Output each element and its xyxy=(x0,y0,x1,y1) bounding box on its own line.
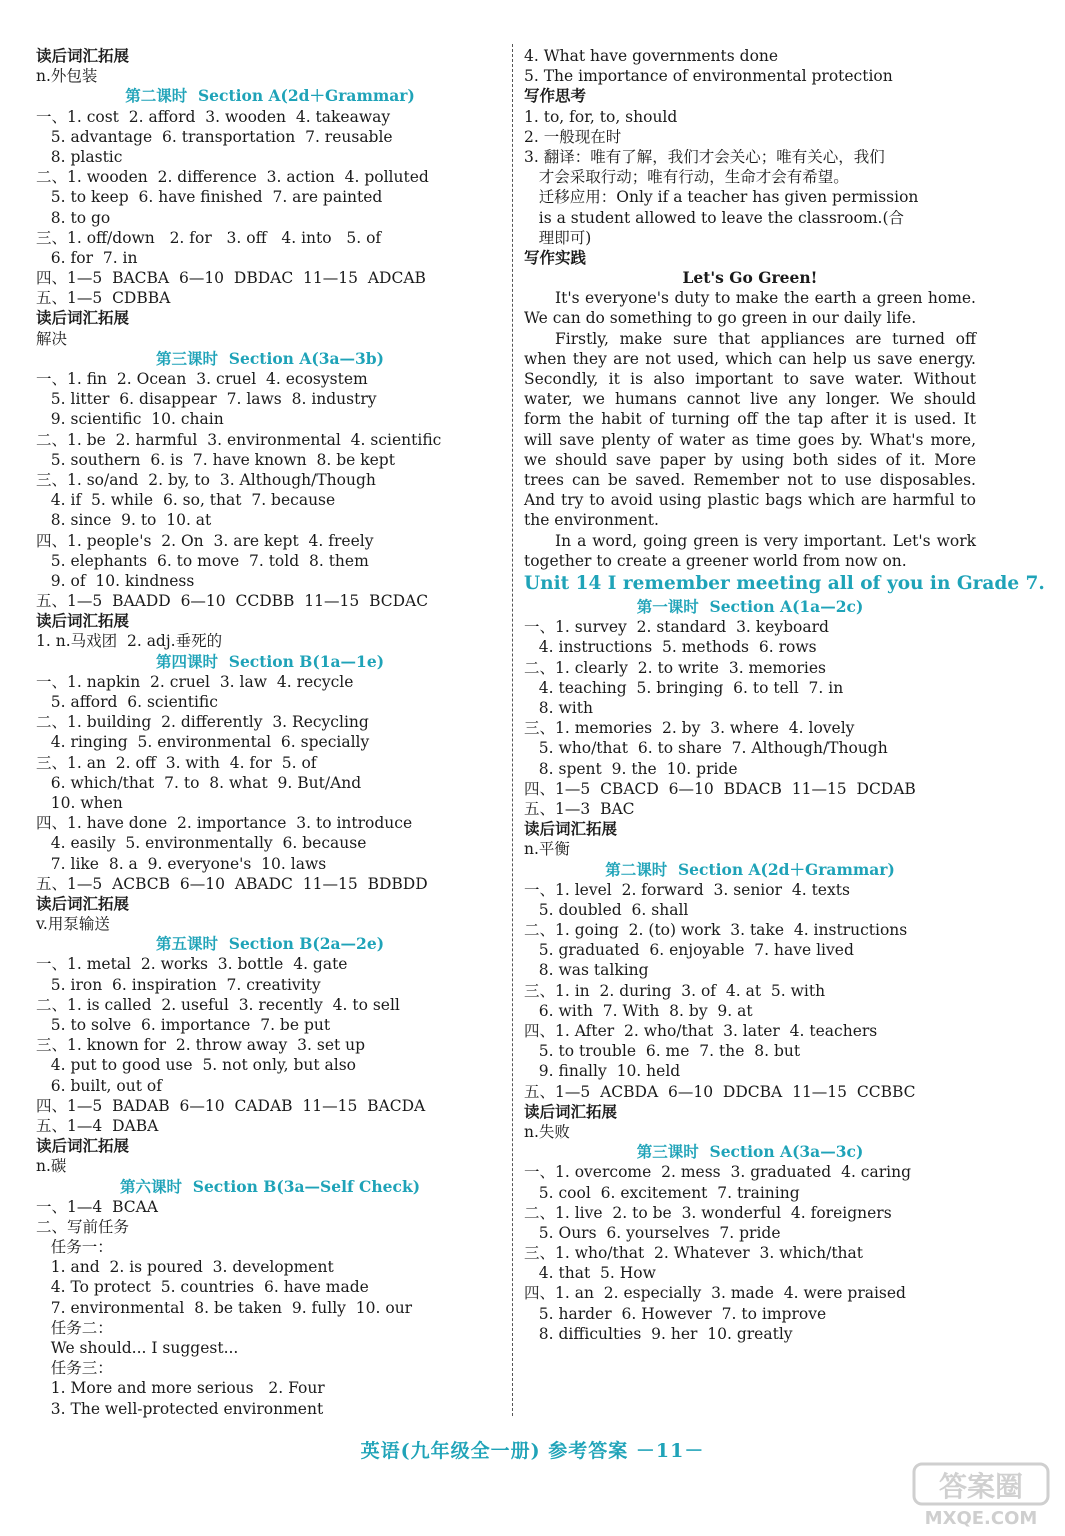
writing-thinking-heading: 写作思考 xyxy=(524,86,587,106)
answer-line: 5. litter 6. disappear 7. laws 8. industry xyxy=(36,390,377,409)
answer-line: 4. To protect 5. countries 6. have made xyxy=(36,1278,369,1297)
answer-line: 任务一： xyxy=(36,1238,113,1257)
vocab-heading: 读后词汇拓展 xyxy=(36,46,130,65)
answer-line: 6. for 7. in xyxy=(36,248,138,267)
unit-title: Unit 14 I remember meeting all of you in Grade 7. xyxy=(524,573,1045,595)
answer-line: 5. southern 6. is 7. have known 8. be kept xyxy=(36,450,395,469)
answer-line: 9. scientific 10. chain xyxy=(36,410,224,429)
answer-line: 5. elephants 6. to move 7. told 8. them xyxy=(36,551,369,570)
answer-line: 4. instructions 5. methods 6. rows xyxy=(524,638,817,657)
answer-line: 二、1. be 2. harmful 3. environmental 4. scientific xyxy=(36,430,442,449)
essay-paragraph-2: Firstly, make sure that appliances are turned off when they are not used, which can help us save energy. Secondly, it is also important to save water. Without water, we humans cannot live any longer. We should form the habit of turning off the tap after it is used. It will save plenty of water as time goes by. What's more, we should save paper by using both sides of it. More trees can be saved. Remember not to use disposables. And try to avoid using plastic bags which are harmful to the environment. xyxy=(524,329,976,530)
answer-line: 5. doubled 6. shall xyxy=(524,900,689,919)
answer-line: 5. to trouble 6. me 7. the 8. but xyxy=(524,1042,801,1061)
answer-line: 9. finally 10. held xyxy=(524,1062,681,1081)
answer-line: 8. since 9. to 10. at xyxy=(36,511,212,530)
answer-line: 4. if 5. while 6. so, that 7. because xyxy=(36,491,336,510)
answer-line: 四、1—5 CBACD 6—10 BDACB 11—15 DCDAB xyxy=(524,779,916,798)
answer-line: 一、1. overcome 2. mess 3. graduated 4. caring xyxy=(524,1163,911,1182)
writing-practice-heading: 写作实践 xyxy=(524,247,587,267)
vocab-heading: 读后词汇拓展 xyxy=(36,611,130,631)
answer-line: 8. difficulties 9. her 10. greatly xyxy=(524,1324,793,1343)
answer-line: 4. What have governments done xyxy=(524,47,779,65)
answer-line: 5. advantage 6. transportation 7. reusable xyxy=(36,127,393,146)
answer-line: is a student allowed to leave the classroom.(合 xyxy=(524,208,905,227)
answer-line: 1. More and more serious 2. Four xyxy=(36,1379,325,1398)
vocab-heading: 读后词汇拓展 xyxy=(36,308,130,328)
essay-title: Let's Go Green! xyxy=(682,268,818,288)
answer-line: 五、1—5 ACBDA 6—10 DDCBA 11—15 CCBBC xyxy=(524,1082,916,1101)
lesson-heading: 第二课时 Section A(2d＋Grammar) xyxy=(125,86,415,106)
answer-line: 8. to go xyxy=(36,208,111,227)
answer-line: 五、1—5 ACBCB 6—10 ABADC 11—15 BDBDD xyxy=(36,874,428,893)
answer-line: 三、1. in 2. during 3. of 4. at 5. with xyxy=(524,981,826,1000)
lesson-heading: 第三课时 Section A(3a—3c) xyxy=(636,1142,864,1162)
essay-paragraph-3: In a word, going green is very important. Let's work together to create a greener world from now on. xyxy=(524,531,976,570)
answer-line: 四、1. an 2. especially 3. made 4. were praised xyxy=(524,1284,906,1303)
answer-line: 5. afford 6. scientific xyxy=(36,693,218,711)
essay-paragraph-1: It's everyone's duty to make the earth a green home. We can do something to go green in our daily life. xyxy=(524,289,976,328)
vocab-heading: 读后词汇拓展 xyxy=(524,819,618,839)
answer-line: 8. plastic xyxy=(36,147,123,166)
answer-line: n.外包装 xyxy=(36,67,98,86)
answer-line: 8. with xyxy=(524,699,593,718)
answer-line: 一、1—4 BCAA xyxy=(36,1197,159,1216)
answer-line: 5. The importance of environmental protection xyxy=(524,67,893,86)
answer-line: 4. put to good use 5. not only, but also xyxy=(36,1056,356,1075)
watermark-url: MXQE.COM xyxy=(924,1508,1038,1529)
answer-line: 1. and 2. is poured 3. development xyxy=(36,1258,334,1277)
answer-line: 三、1. known for 2. throw away 3. set up xyxy=(36,1036,366,1055)
answer-line: 5. to keep 6. have finished 7. are painted xyxy=(36,188,383,207)
answer-line: 任务二： xyxy=(36,1318,113,1337)
answer-line: 迁移应用：Only if a teacher has given permission xyxy=(524,188,919,207)
answer-line: 7. like 8. a 9. everyone's 10. laws xyxy=(36,854,327,873)
vocab-heading: 读后词汇拓展 xyxy=(524,1101,618,1121)
answer-line: 解决 xyxy=(36,329,68,348)
answer-line: n.平衡 xyxy=(524,840,570,859)
answer-line: 三、1. an 2. off 3. with 4. for 5. of xyxy=(36,753,317,772)
answer-line: 才会采取行动；唯有行动，生命才会有希望。 xyxy=(524,168,849,187)
answer-line: 任务三： xyxy=(36,1359,113,1378)
unit-14-answers xyxy=(524,597,976,1344)
answer-line: 三、1. who/that 2. Whatever 3. which/that xyxy=(524,1244,864,1263)
left-column xyxy=(36,46,504,1419)
answer-line: 5. who/that 6. to share 7. Although/Though xyxy=(524,739,888,758)
writing-thinking-lines xyxy=(524,107,976,248)
right-top-answers xyxy=(524,46,976,86)
lesson-heading: 第三课时 Section A(3a—3b) xyxy=(156,348,384,368)
answer-line: 四、1—5 BADAB 6—10 CADAB 11—15 BACDA xyxy=(36,1096,426,1115)
answer-line: 8. was talking xyxy=(524,961,649,980)
answer-line: 4. teaching 5. bringing 6. to tell 7. in xyxy=(524,678,844,697)
answer-line: 四、1. have done 2. importance 3. to introduce xyxy=(36,814,413,833)
writing-thinking-section xyxy=(524,86,976,248)
answer-line: 6. with 7. With 8. by 9. at xyxy=(524,1001,753,1020)
answer-line: 三、1. memories 2. by 3. where 4. lovely xyxy=(524,719,855,738)
vocab-heading: 读后词汇拓展 xyxy=(36,1136,130,1156)
lesson-heading: 第六课时 Section B(3a—Self Check) xyxy=(119,1176,421,1196)
answer-line: 5. harder 6. However 7. to improve xyxy=(524,1304,827,1323)
answer-line: We should... I suggest... xyxy=(36,1339,239,1357)
lesson-heading: 第一课时 Section A(1a—2c) xyxy=(636,597,864,617)
answer-line: 6. which/that 7. to 8. what 9. But/And xyxy=(36,773,362,792)
answer-line: 5. cool 6. excitement 7. training xyxy=(524,1183,800,1202)
answer-line: 五、1—5 CDBBA xyxy=(36,289,171,308)
answer-line: 4. that 5. How xyxy=(524,1264,656,1283)
answer-line: 一、1. level 2. forward 3. senior 4. texts xyxy=(524,880,850,899)
answer-line: v.用泵输送 xyxy=(36,915,110,934)
answer-line: n.失败 xyxy=(524,1122,570,1141)
column-divider xyxy=(512,44,513,1416)
answer-line: 一、1. fin 2. Ocean 3. cruel 4. ecosystem xyxy=(36,370,368,388)
answer-line: 二、1. wooden 2. difference 3. action 4. polluted xyxy=(36,168,429,187)
page-footer: 英语(九年级全一册) 参考答案 －11－ xyxy=(360,1440,705,1462)
answer-line: 1. n.马戏团 2. adj.垂死的 xyxy=(36,632,223,651)
answer-line: 4. easily 5. environmentally 6. because xyxy=(36,834,367,853)
answer-line: 5. Ours 6. yourselves 7. pride xyxy=(524,1223,781,1242)
watermark-text: 答案圈 xyxy=(938,1470,1024,1503)
answer-line: 3. The well-protected environment xyxy=(36,1399,324,1418)
right-column xyxy=(524,46,1045,1344)
answer-line: 5. iron 6. inspiration 7. creativity xyxy=(36,975,321,994)
lesson-heading: 第四课时 Section B(1a—1e) xyxy=(155,651,385,671)
watermark-logo xyxy=(912,1460,1052,1530)
answer-line: 10. when xyxy=(36,793,123,812)
lesson-heading: 第五课时 Section B(2a—2e) xyxy=(155,934,385,954)
answer-line: 二、1. clearly 2. to write 3. memories xyxy=(524,658,826,677)
vocab-heading: 读后词汇拓展 xyxy=(36,893,130,913)
answer-line: 5. to solve 6. importance 7. be put xyxy=(36,1016,331,1034)
answer-line: 四、1. After 2. who/that 3. later 4. teachers xyxy=(524,1022,878,1041)
answer-line: 五、1—4 DABA xyxy=(36,1116,159,1135)
answer-line: 二、1. going 2. (to) work 3. take 4. instructions xyxy=(524,921,908,940)
answer-line: 3. 翻译：唯有了解，我们才会关心；唯有关心，我们 xyxy=(524,147,885,166)
answer-line: 二、1. live 2. to be 3. wonderful 4. foreigners xyxy=(524,1203,892,1222)
answer-line: 五、1—3 BAC xyxy=(524,799,635,818)
answer-line: 5. graduated 6. enjoyable 7. have lived xyxy=(524,941,854,960)
answer-line: 三、1. off/down 2. for 3. off 4. into 5. of xyxy=(36,228,382,247)
answer-line: n.碳 xyxy=(36,1157,67,1176)
answer-line: 8. spent 9. the 10. pride xyxy=(524,759,738,778)
answer-line: 1. to, for, to, should xyxy=(524,107,678,126)
answer-line: 五、1—5 BAADD 6—10 CCDBB 11—15 BCDAC xyxy=(36,592,429,611)
answer-line: 6. built, out of xyxy=(36,1076,162,1095)
answer-line: 理即可) xyxy=(524,228,592,247)
writing-practice-section xyxy=(524,248,976,571)
answer-line: 三、1. so/and 2. by, to 3. Although/Though xyxy=(36,470,376,489)
answer-line: 四、1—5 BACBA 6—10 DBDAC 11—15 ADCAB xyxy=(36,269,426,288)
answer-line: 7. environmental 8. be taken 9. fully 10. our xyxy=(36,1298,413,1317)
answer-line: 四、1. people's 2. On 3. are kept 4. freely xyxy=(36,531,374,550)
answer-line: 9. of 10. kindness xyxy=(36,571,195,590)
answer-line: 二、1. building 2. differently 3. Recycling xyxy=(36,713,369,732)
answer-line: 一、1. napkin 2. cruel 3. law 4. recycle xyxy=(36,672,354,691)
answer-line: 二、1. is called 2. useful 3. recently 4. to sell xyxy=(36,995,400,1014)
answer-line: 一、1. cost 2. afford 3. wooden 4. takeaway xyxy=(36,107,391,126)
answer-line: 2. 一般现在时 xyxy=(524,127,622,146)
answer-line: 二、写前任务 xyxy=(36,1217,130,1236)
answer-line: 4. ringing 5. environmental 6. specially xyxy=(36,733,370,752)
answer-line: 一、1. metal 2. works 3. bottle 4. gate xyxy=(36,955,348,974)
answer-line: 一、1. survey 2. standard 3. keyboard xyxy=(524,618,829,637)
lesson-heading: 第二课时 Section A(2d＋Grammar) xyxy=(605,859,895,879)
